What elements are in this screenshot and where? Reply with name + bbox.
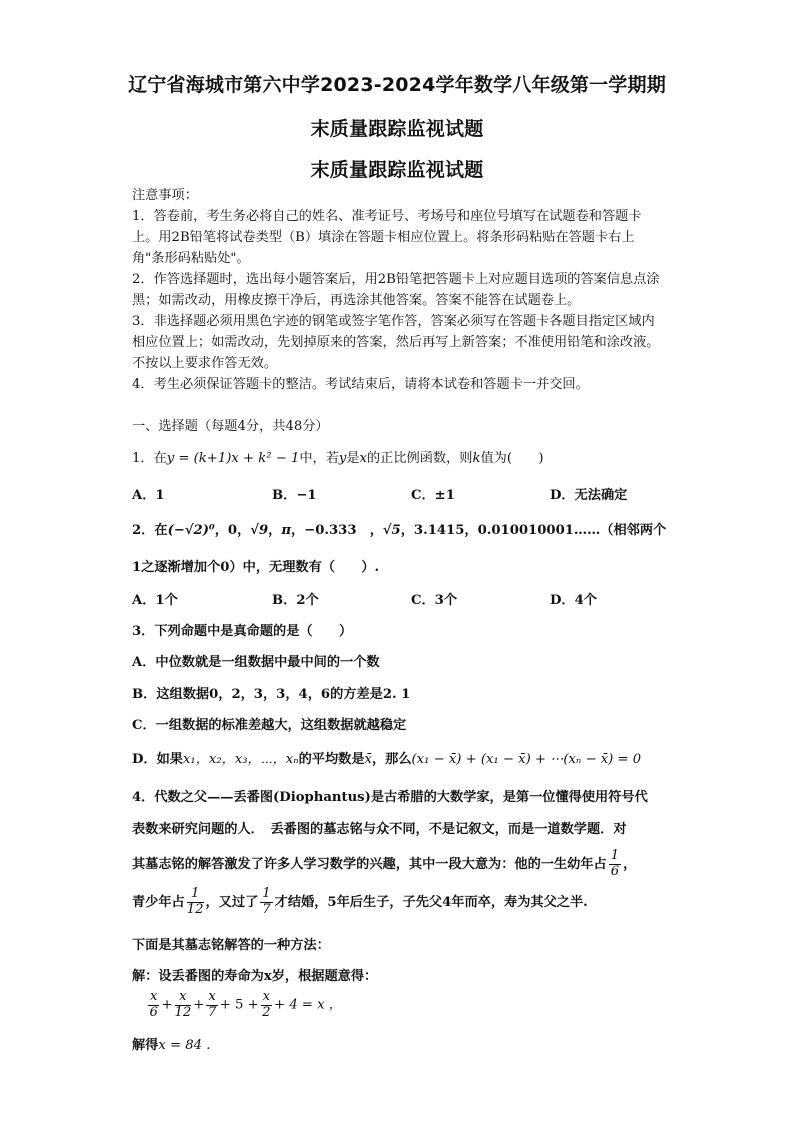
- note-item-4: 4．考生必须保证答题卡的整洁。考试结束后，请将本试卷和答题卡一并交回。: [132, 377, 589, 392]
- q3-option-b: B．这组数据0，2，3，3，4，6的方差是2. 1: [132, 687, 411, 702]
- q1-var-k: k: [472, 451, 481, 466]
- exam-title-line1: 辽宁省海城市第六中学2023-2024学年数学八年级第一学期期: [128, 74, 666, 96]
- q3-option-d: [132, 748, 641, 767]
- frac-numerator: 1: [187, 887, 204, 903]
- section-heading: 一、选择题（每题4分，共48分）: [132, 419, 329, 434]
- q4-line-4-text-c: 才结婚，5年后生子，子先父4年而卒，寿为其父之半.: [274, 895, 588, 910]
- q4-line-4: [132, 886, 588, 920]
- frac-numerator: x: [262, 989, 271, 1004]
- q2-prefix: 2．在: [132, 523, 168, 538]
- frac-numerator: x: [150, 989, 158, 1004]
- q2-term-pi: π: [281, 523, 291, 538]
- q1-option-d: D．无法确定: [550, 488, 628, 503]
- frac-numerator: 1: [262, 886, 271, 902]
- q1-var-x: x: [359, 451, 367, 466]
- q1-prefix: 1．在: [132, 451, 167, 466]
- q4-line-2: 表数来研究问题的人． 丢番图的墓志铭与众不同，不是记叙文，而是一道数学题．对: [132, 822, 627, 837]
- note-item-3: 3．非选择题必须用黑色字迹的钢笔或签字笔作答，答案必须写在答题卡各题目指定区域内相应位置上；如需改动，先划掉原来的答案，然后再写上新答案；不准使用铅笔和涂改液。不按以上要求作答无效。: [132, 314, 660, 371]
- frac-denominator: 6: [149, 1004, 158, 1020]
- frac-numerator: x: [208, 989, 216, 1004]
- note-item-2: 2．作答选择题时，选出每小题答案后，用2B铅笔把答题卡上对应题目选项的答案信息点涂黑；如需改动，用橡皮擦干净后，再选涂其他答案。答案不能答在试题卷上。: [132, 272, 660, 308]
- q2-option-c: C．3个: [411, 593, 458, 608]
- eq-frac-x-2: [261, 990, 272, 1020]
- q2-option-b: B．2个: [272, 593, 319, 608]
- q4-fraction-1-12: [187, 887, 204, 917]
- q4-line-3-text: 其墓志铭的解答激发了许多人学习数学的兴趣，其中一段大意为：他的一生幼年占: [132, 857, 607, 872]
- question-3: 3．下列命题中是真命题的是（ ）: [132, 624, 353, 639]
- frac-denominator: 7: [262, 902, 271, 917]
- q1-var-y: y: [338, 451, 347, 466]
- q1-formula: y = (k+1)x + k² − 1: [166, 451, 300, 466]
- q2-sep-2: ，: [268, 523, 282, 538]
- eq-tail: + 4 = x ，: [274, 997, 342, 1013]
- q2-option-d: D．4个: [550, 593, 597, 608]
- q4-solution-value: x = 84 .: [158, 1038, 211, 1053]
- q4-line-5: 下面是其墓志铭解答的一种方法：: [132, 938, 330, 953]
- q2-term-sqrt5: √5: [382, 523, 401, 538]
- question-1: [132, 447, 544, 466]
- q4-fraction-1-7: [260, 887, 272, 917]
- q2-term-1: (−√2)⁰: [167, 523, 215, 538]
- q4-line-1: 4．代数之父——丢番图(Diophantus)是古希腊的大数学家，是第一位懂得使用符号代: [132, 790, 648, 805]
- question-2: [132, 519, 666, 538]
- q4-line-4-text-b: ，又过了: [205, 895, 259, 910]
- q2-term-rest: ，3.1415，0.010010001……（相邻两个: [400, 523, 667, 538]
- q4-line-6: 解：设丢番图的寿命为x岁，根据题意得：: [132, 969, 378, 984]
- q2-term-333: ，−0.333 ，: [290, 523, 383, 538]
- q2-sep-1: ，0，: [214, 523, 251, 538]
- frac-denominator: 7: [207, 1004, 217, 1020]
- q1-suffix: 值为( ): [480, 451, 544, 466]
- q1-option-a: A．1: [132, 488, 165, 503]
- q4-line-4-text-a: 青少年占: [132, 895, 185, 910]
- eq-plus-5: + 5 +: [219, 997, 259, 1013]
- q1-text3: 的正比例函数，则: [366, 451, 473, 466]
- frac-denominator: 6: [610, 864, 620, 879]
- notes-heading: 注意事项：: [132, 188, 198, 203]
- q4-solution-prefix: 解得: [132, 1038, 159, 1053]
- q2-option-a: A．1个: [132, 593, 178, 608]
- q4-fraction-1-6: [609, 849, 621, 879]
- note-item-1: 1．答卷前，考生务必将自己的姓名、准考证号、考场号和座位号填写在试题卷和答题卡上。用2B铅笔将试卷类型（B）填涂在答题卡相应位置上。将条形码粘贴在答题卡右上角"条形码粘贴处"。: [132, 209, 642, 266]
- q3-d-formula: (x₁ − x̄) + (x₁ − x̄) + ⋯(xₙ − x̄) = 0: [411, 752, 642, 767]
- frac-numerator: 1: [610, 848, 620, 864]
- frac-denominator: 2: [262, 1004, 271, 1020]
- q1-option-b: B．−1: [272, 488, 317, 503]
- exam-title-line3: 末质量跟踪监视试题: [310, 159, 484, 181]
- eq-frac-x-12: [175, 990, 192, 1020]
- q3-d-prefix: D．如果: [132, 752, 183, 767]
- frac-denominator: 12: [174, 1004, 192, 1020]
- q4-solution: [132, 1034, 210, 1053]
- q2-term-sqrt9: √9: [250, 523, 269, 538]
- q3-option-a: A．中位数就是一组数据中最中间的一个数: [132, 655, 380, 670]
- q3-d-text2: ，那么: [371, 752, 412, 767]
- q3-option-c: C．一组数据的标准差越大，这组数据就越稳定: [132, 718, 407, 733]
- eq-frac-x-6: [148, 990, 159, 1020]
- q4-equation: $\frac{x}{6}$ + $\frac{x}{12}$ + $\frac{x}{7}$ + 5 + $\frac{x}{2}$ + 4 = x ，: [149, 989, 342, 1020]
- q3-d-mean: x̄: [364, 752, 372, 767]
- frac-numerator: x: [175, 990, 192, 1006]
- q3-d-variables: x₁，x₂，x₃，⋯，xₙ: [183, 752, 299, 767]
- eq-frac-x-7: [206, 990, 217, 1020]
- frac-denominator: 12: [186, 902, 204, 917]
- q1-text: 中，若: [299, 451, 339, 466]
- q4-line-3: 其墓志铭的解答激发了许多人学习数学的兴趣，其中一段大意为：他的一生幼年占 $\frac{1}{6}$ ，: [132, 848, 637, 879]
- q3-d-text: 的平均数是: [298, 752, 365, 767]
- question-2-line2: 1之逐渐增加个0）中，无理数有（ ）.: [132, 560, 380, 575]
- exam-title-line2: 末质量跟踪监视试题: [310, 118, 484, 140]
- notes-block: [132, 185, 664, 395]
- q1-text2: 是: [346, 451, 360, 466]
- q1-option-c: C．±1: [411, 488, 455, 503]
